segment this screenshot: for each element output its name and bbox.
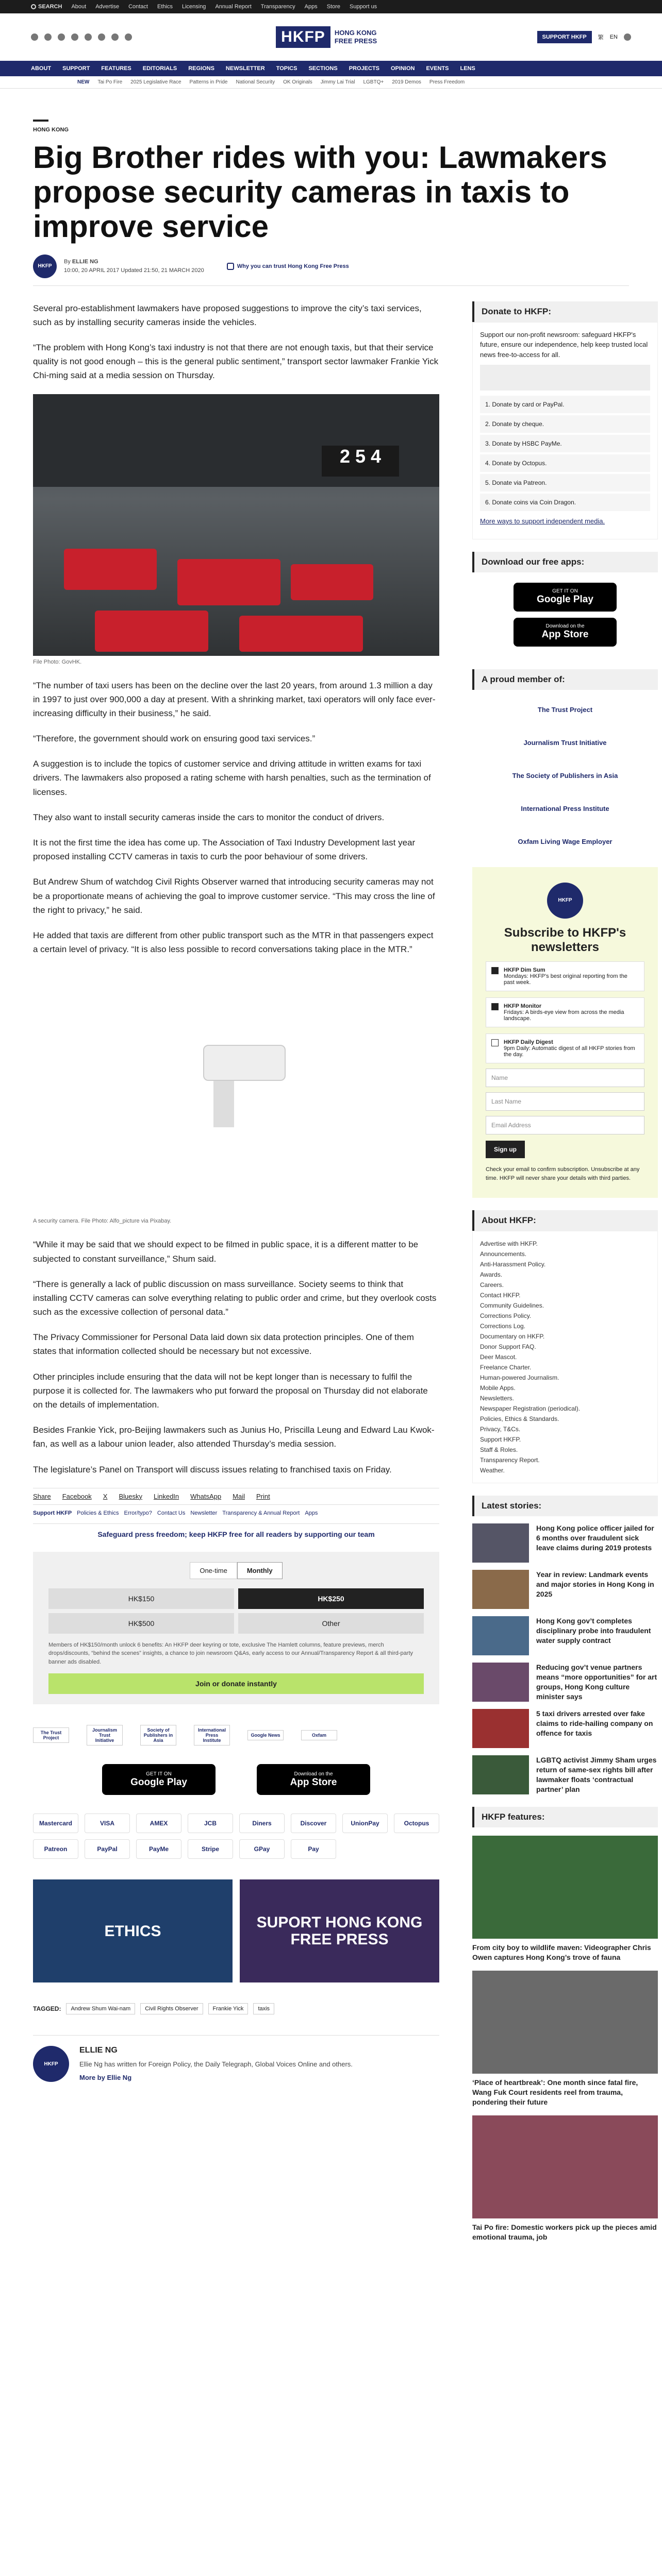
about-links — [472, 1231, 658, 1483]
about-link[interactable]: Privacy, T&Cs. — [480, 1426, 521, 1433]
author-bio: Ellie Ng has written for Foreign Policy, the Daily Telegraph, Global Voices Online and others. — [79, 2060, 353, 2069]
monthly-tab[interactable]: Monthly — [237, 1562, 283, 1579]
story-item[interactable]: Hong Kong police officer jailed for 6 months over fraudulent sick leave claims during 2019 protests — [472, 1523, 658, 1563]
article-title: Big Brother rides with you: Lawmakers propose security cameras in taxis to improve service — [33, 140, 607, 244]
paragraph: “Therefore, the government should work on ensuring good taxi services.” — [33, 734, 316, 744]
about-link[interactable]: Contact HKFP. — [480, 1292, 521, 1299]
article-footer-links — [33, 1510, 439, 1516]
story-item[interactable]: Reducing gov’t venue partners means “more opportunities” for art groups, Hong Kong culture minister says — [472, 1663, 658, 1702]
topbar-contact[interactable]: Contact — [128, 4, 148, 10]
support-link[interactable]: Support HKFP — [33, 1510, 72, 1516]
newsletter-option[interactable]: HKFP Daily Digest 9pm Daily: Automatic digest of all HKFP stories from the day. — [486, 1033, 644, 1063]
about-link[interactable]: Deer Mascot. — [480, 1353, 517, 1361]
story-thumbnail[interactable] — [472, 1570, 529, 1609]
linkedin-icon[interactable] — [125, 33, 132, 41]
transparency-link[interactable]: Transparency & Annual Report — [222, 1510, 300, 1516]
checkbox-checked[interactable] — [491, 1003, 499, 1010]
topbar-about[interactable]: About — [71, 4, 87, 10]
partner-logo[interactable]: Oxfam — [301, 1730, 337, 1740]
about-link[interactable]: Staff & Roles. — [480, 1446, 518, 1454]
newsletter-option[interactable]: HKFP Dim Sum Mondays: HKFP's best original reporting from the past week. — [486, 961, 644, 991]
feature-image[interactable] — [472, 1971, 658, 2074]
feature-item[interactable]: ‘Place of heartbreak’: One month since fatal fire, Wang Fuk Court residents reel from trauma, pondering their future — [472, 1971, 658, 2107]
diners-icon: Diners — [239, 1814, 285, 1833]
topbar-apps[interactable]: Apps — [304, 4, 318, 10]
donate-text[interactable]: Support our non-profit newsroom: safeguard HKFP's future, ensure our independence, help keep trusted local news free-to-access for all. — [480, 330, 648, 359]
bluesky-icon[interactable] — [111, 33, 119, 41]
google-play-button[interactable]: GET IT ON Google Play — [102, 1764, 216, 1795]
trending-link[interactable]: Patterns in Pride — [189, 79, 228, 85]
paragraph: The Privacy Commissioner for Personal Data laid down six data protection principles. One of them states that information collected should be necessary but not excessive. — [33, 1332, 414, 1357]
trending-link[interactable]: National Security — [236, 79, 275, 85]
feature-image[interactable] — [472, 1836, 658, 1939]
member-logo[interactable]: Oxfam Living Wage Employer — [518, 838, 613, 846]
site-logo[interactable] — [276, 26, 386, 48]
about-link[interactable]: Support HKFP. — [480, 1436, 521, 1444]
google-play-button[interactable]: GET IT ON Google Play — [514, 583, 617, 612]
about-heading: About HKFP: — [472, 1210, 658, 1231]
signup-button[interactable]: Sign up — [486, 1141, 525, 1158]
story-item[interactable]: LGBTQ activist Jimmy Sham urges return of same-sex rights bill after lawmaker floats ‘contractual partner’ plan — [472, 1755, 658, 1794]
story-item[interactable]: Year in review: Landmark events and major stories in Hong Kong in 2025 — [472, 1570, 658, 1609]
donate-options — [480, 396, 650, 511]
nav-about[interactable]: ABOUT — [31, 65, 52, 72]
contact-link[interactable]: Contact Us — [157, 1510, 186, 1516]
paragraph: “While it may be said that we should expect to be filmed in public space, it is a different matter to be subjected to constant surveillance,” Shum said. — [33, 1240, 419, 1264]
feature-item[interactable]: Tai Po fire: Domestic workers pick up the pieces amid emotional trauma, job — [472, 2115, 658, 2242]
member-logo[interactable]: Journalism Trust Initiative — [523, 739, 607, 747]
safeguard-text: Safeguard press freedom; keep HKFP free for all readers by supporting our team — [33, 1523, 439, 1545]
author-name[interactable]: ELLIE NG — [79, 2046, 118, 2055]
sidebar-apps — [472, 572, 658, 657]
unionpay-icon: UnionPay — [342, 1814, 388, 1833]
partner-logo[interactable]: The Trust Project — [33, 1727, 69, 1743]
nav-support[interactable]: SUPPORT — [62, 65, 90, 72]
social-links — [31, 33, 186, 41]
nav-features[interactable]: FEATURES — [101, 65, 131, 72]
apps-heading: Download our free apps: — [472, 552, 658, 572]
app-store-button[interactable]: Download on the App Store — [257, 1764, 370, 1795]
paragraph: Other principles include ensuring that the data will not be kept longer than is necessary to fulfil the purpose it is collected for. The lawmakers who put forward the proposal on Thursday did not elaborate on the details of implementation. — [33, 1371, 428, 1410]
topbar-advertise[interactable]: Advertise — [95, 4, 120, 10]
trending-link[interactable]: 2025 Legislative Race — [130, 79, 181, 85]
paragraph: Several pro-establishment lawmakers have proposed suggestions to improve the city’s taxi services, such as by installing security cameras inside the vehicles. — [33, 303, 422, 327]
tag[interactable]: taxis — [253, 2003, 274, 2014]
about-link[interactable]: Human-powered Journalism. — [480, 1374, 559, 1382]
about-link[interactable]: Transparency Report. — [480, 1456, 540, 1464]
ethics-banner[interactable]: ETHICS — [33, 1879, 233, 1982]
about-link[interactable]: Newspaper Registration (periodical). — [480, 1405, 581, 1413]
nav-regions[interactable]: REGIONS — [188, 65, 214, 72]
photo-caption: File Photo: GovHK. — [33, 658, 82, 665]
paragraph: A suggestion is to include the topics of customer service and driving attitude in written exams for taxi drivers. The lawmakers also proposed a rating scheme with harsh penalties, such as the termination of licenses. — [33, 759, 431, 797]
story-thumbnail[interactable] — [472, 1663, 529, 1702]
share-linkedin[interactable]: LinkedIn — [154, 1492, 179, 1500]
partner-logo[interactable]: Google News — [247, 1730, 284, 1740]
feature-image[interactable] — [472, 2115, 658, 2218]
frequency-toggle — [48, 1562, 424, 1579]
membership-note: Members of HK$150/month unlock 6 benefits: An HKFP deer keyring or tote, exclusive The Hamlett columns, feature previews, merch drops/discounts, “behind the scenes” insights, a chance to join newsroom Q&As, early access to our Annual/Transparency Report & all third-party banner ads disabled. — [48, 1641, 413, 1665]
amount-500[interactable]: HK$500 — [48, 1613, 234, 1634]
newsletter-title: Subscribe to HKFP's newsletters — [504, 925, 626, 955]
byline — [33, 255, 629, 286]
nav-newsletter[interactable]: NEWSLETTER — [225, 65, 265, 72]
donate-option[interactable]: 3. Donate by HSBC PayMe. — [480, 435, 650, 452]
paypal-icon: PayPal — [85, 1839, 130, 1859]
about-link[interactable]: Weather. — [480, 1467, 505, 1475]
name-input[interactable]: Name — [486, 1069, 644, 1087]
newsletter-logo: HKFP — [547, 883, 583, 919]
gpay-icon: GPay — [239, 1839, 285, 1859]
checkbox-checked[interactable] — [491, 967, 499, 974]
tag[interactable]: Andrew Shum Wai-nam — [66, 2003, 135, 2014]
share-x[interactable]: X — [103, 1492, 108, 1500]
tag[interactable]: Frankie Yick — [208, 2003, 249, 2014]
topbar-ethics[interactable]: Ethics — [157, 4, 173, 10]
logo-mark: HKFP — [276, 26, 330, 48]
donate-option[interactable]: 4. Donate by Octopus. — [480, 454, 650, 472]
nav-events[interactable]: EVENTS — [426, 65, 449, 72]
newsletter-signup — [472, 867, 658, 1198]
partner-logos — [33, 1725, 439, 1745]
topbar-store[interactable]: Store — [326, 4, 340, 10]
main-nav — [0, 61, 662, 76]
author-box — [33, 2035, 439, 2082]
applepay-icon: Pay — [291, 1839, 336, 1859]
share-facebook[interactable]: Facebook — [62, 1492, 92, 1500]
about-link[interactable]: Announcements. — [480, 1250, 527, 1258]
member-heading: A proud member of: — [472, 669, 658, 690]
nav-lens[interactable]: LENS — [460, 65, 475, 72]
partner-logo[interactable]: International Press Institute — [194, 1725, 230, 1745]
article-category[interactable]: HONG KONG — [33, 127, 69, 133]
trust-icon — [227, 263, 234, 270]
paragraph: Besides Frankie Yick, pro-Beijing lawmakers such as Junius Ho, Priscilla Leung and Edward Lau Kwok-fan, as well as a labour union leader, also attended Thursday’s media session. — [33, 1425, 435, 1449]
new-label: NEW — [77, 79, 90, 85]
topbar-annual-report[interactable]: Annual Report — [215, 4, 252, 10]
amex-icon: AMEX — [136, 1814, 181, 1833]
share-label: Share — [33, 1492, 51, 1500]
stripe-icon: Stripe — [188, 1839, 233, 1859]
about-link[interactable]: Community Guidelines. — [480, 1302, 544, 1310]
paragraph: They also want to install security cameras inside the cars to monitor the conduct of drivers. — [33, 812, 385, 822]
topbar-support[interactable]: Support us — [349, 4, 377, 10]
app-store-button[interactable]: Download on the App Store — [514, 618, 617, 647]
author-link[interactable]: ELLIE NG — [72, 259, 98, 265]
top-utility-bar — [0, 0, 662, 13]
support-button[interactable]: SUPPORT HKFP — [537, 31, 592, 43]
donate-panel — [472, 322, 658, 539]
promo-banners — [33, 1879, 439, 1982]
paragraph: The legislature’s Panel on Transport will discuss issues relating to franchised taxis on Friday. — [33, 1464, 392, 1475]
lang-en[interactable]: EN — [609, 34, 618, 40]
kicker-rule — [33, 120, 48, 122]
about-link[interactable]: Corrections Log. — [480, 1323, 526, 1330]
donate-option[interactable]: 5. Donate via Patreon. — [480, 474, 650, 492]
jcb-icon: JCB — [188, 1814, 233, 1833]
trust-link[interactable]: Why you can trust Hong Kong Free Press — [227, 263, 349, 270]
donation-widget — [33, 1552, 439, 1705]
onetime-tab[interactable]: One-time — [190, 1562, 237, 1579]
author-box-avatar[interactable]: HKFP — [33, 2046, 69, 2082]
sidebar — [472, 301, 658, 2242]
partner-logo[interactable]: Journalism Trust Initiative — [87, 1725, 123, 1745]
email-input[interactable]: Email Address — [486, 1116, 644, 1134]
search-link[interactable]: SEARCH — [31, 4, 62, 10]
member-logo[interactable]: The Society of Publishers in Asia — [512, 772, 618, 780]
security-camera-photo — [33, 968, 439, 1215]
topbar-transparency[interactable]: Transparency — [260, 4, 295, 10]
amount-options — [48, 1588, 424, 1634]
about-link[interactable]: Awards. — [480, 1271, 503, 1279]
trending-nav — [0, 76, 662, 89]
topbar-licensing[interactable]: Licensing — [181, 4, 206, 10]
about-link[interactable]: Corrections Policy. — [480, 1312, 532, 1320]
story-item[interactable]: 5 taxi drivers arrested over fake claims to ride-hailing company on offence for taxis — [472, 1709, 658, 1748]
trending-link[interactable]: Press Freedom — [429, 79, 465, 85]
x-icon[interactable] — [44, 33, 52, 41]
paragraph: “The number of taxi users has been on the decline over the last 20 years, from around 1.3 million a day in 1997 to just over 900,000 a day at present. With a shrinking market, taxi operators will only face ever-increasing difficulty in their business,” he said. — [33, 680, 436, 718]
share-bar — [33, 1488, 439, 1505]
more-ways-link[interactable]: More ways to support independent media. — [480, 517, 605, 526]
share-print[interactable]: Print — [256, 1492, 270, 1500]
features-heading: HKFP features: — [472, 1807, 658, 1827]
share-bluesky[interactable]: Bluesky — [119, 1492, 142, 1500]
discover-icon: Discover — [291, 1814, 336, 1833]
amount-250[interactable]: HK$250 — [238, 1588, 424, 1609]
youtube-icon[interactable] — [71, 33, 78, 41]
partner-logo[interactable]: Society of Publishers in Asia — [140, 1725, 176, 1745]
author-avatar[interactable]: HKFP — [33, 255, 57, 278]
story-thumbnail[interactable] — [472, 1523, 529, 1563]
about-link[interactable]: Donor Support FAQ. — [480, 1343, 536, 1351]
trending-link[interactable]: Tai Po Fire — [97, 79, 123, 85]
join-button[interactable]: Join or donate instantly — [48, 1673, 424, 1694]
paragraph: But Andrew Shum of watchdog Civil Rights Observer warned that introducing security cameras may not be a proportionate means of achieving the goal to improve customer service. “This may cross the line of the right to privacy,” he said. — [33, 877, 435, 915]
nav-editorials[interactable]: EDITORIALS — [142, 65, 177, 72]
account-icon[interactable] — [624, 33, 631, 41]
last-name-input[interactable]: Last Name — [486, 1092, 644, 1111]
paragraph: “The problem with Hong Kong’s taxi industry is not that there are not enough taxis, but that their service quality is not good enough – this is the general public sentiment,” transport sector lawmaker Frankie Yick Chi-ming said at a media session on Thursday. — [33, 342, 439, 381]
paragraph: He added that taxis are different from other public transport such as the MTR in that passengers expect a certain level of privacy. “It is also less possible to record conversations taking place in the MTR.” — [33, 930, 434, 955]
donate-option[interactable]: 6. Donate coins via Coin Dragon. — [480, 494, 650, 511]
trending-link[interactable]: OK Originals — [283, 79, 312, 85]
story-thumbnail[interactable] — [472, 1616, 529, 1655]
telegram-icon[interactable] — [85, 33, 92, 41]
support-banner[interactable]: SUPORT HONG KONG FREE PRESS — [240, 1879, 439, 1982]
article-tags: TAGGED: Andrew Shum Wai-nam Civil Rights Observer Frankie Yick taxis — [33, 2003, 439, 2014]
apps-link[interactable]: Apps — [305, 1510, 318, 1516]
logo-text: HONG KONG FREE PRESS — [334, 29, 377, 45]
newsletter-note: Check your email to confirm subscription. Unsubscribe at any time. HKFP will never share your details with third parties. — [486, 1166, 640, 1181]
about-link[interactable]: Policies, Ethics & Standards. — [480, 1415, 559, 1423]
checkbox-unchecked[interactable] — [491, 1039, 499, 1046]
about-link[interactable]: Careers. — [480, 1281, 504, 1289]
paragraph: It is not the first time the idea has come up. The Association of Taxi Industry Development last year proposed installing CCTV cameras in taxis to curb the poor behaviour of some drivers. — [33, 838, 416, 862]
nav-sections[interactable]: SECTIONS — [308, 65, 338, 72]
payment-logos-image — [480, 365, 650, 391]
amount-other[interactable]: Other — [238, 1613, 424, 1634]
byline-meta: By ELLIE NG 10:00, 20 APRIL 2017 Updated 21:50, 21 MARCH 2020 — [64, 258, 204, 275]
payment-methods — [33, 1814, 439, 1859]
trending-link[interactable]: 2019 Demos — [392, 79, 421, 85]
donate-option[interactable]: 2. Donate by cheque. — [480, 415, 650, 433]
about-link[interactable]: Anti-Harassment Policy. — [480, 1261, 546, 1268]
newsletter-option[interactable]: HKFP Monitor Fridays: A birds-eye view from across the media landscape. — [486, 997, 644, 1027]
instagram-icon[interactable] — [58, 33, 65, 41]
lang-zh[interactable]: 繁 — [598, 35, 604, 41]
article-dates: 10:00, 20 APRIL 2017 Updated 21:50, 21 MARCH 2020 — [64, 267, 204, 274]
nav-projects[interactable]: PROJECTS — [349, 65, 379, 72]
feature-stories — [472, 1836, 658, 2242]
trending-link[interactable]: LGBTQ+ — [363, 79, 384, 85]
nav-opinion[interactable]: OPINION — [391, 65, 415, 72]
threads-icon[interactable] — [98, 33, 105, 41]
story-thumbnail[interactable] — [472, 1755, 529, 1794]
octopus-icon: Octopus — [394, 1814, 439, 1833]
share-whatsapp[interactable]: WhatsApp — [190, 1492, 222, 1500]
amount-150[interactable]: HK$150 — [48, 1588, 234, 1609]
trending-link[interactable]: Jimmy Lai Trial — [320, 79, 355, 85]
app-buttons — [33, 1764, 439, 1795]
member-logo[interactable]: International Press Institute — [521, 805, 609, 813]
about-link[interactable]: Advertise with HKFP. — [480, 1240, 538, 1248]
about-link[interactable]: Newsletters. — [480, 1395, 515, 1402]
newsletter-link[interactable]: Newsletter — [190, 1510, 218, 1516]
story-thumbnail[interactable] — [472, 1709, 529, 1748]
header-actions — [476, 31, 631, 43]
paragraph: “There is generally a lack of public discussion on mass surveillance. Society seems to think that installing CCTV cameras can solve everything relating to public order and crime, but they overlook costs such as the excessive collection of personal data.” — [33, 1279, 437, 1317]
member-logo[interactable]: The Trust Project — [537, 706, 593, 714]
policies-link[interactable]: Policies & Ethics — [77, 1510, 119, 1516]
site-header — [0, 13, 662, 61]
share-mail[interactable]: Mail — [233, 1492, 245, 1500]
tag[interactable]: Civil Rights Observer — [140, 2003, 203, 2014]
story-item[interactable]: Hong Kong gov’t completes disciplinary probe into fraudulent water supply contract — [472, 1616, 658, 1655]
error-link[interactable]: Error/typo? — [124, 1510, 152, 1516]
about-link[interactable]: Documentary on HKFP. — [480, 1333, 545, 1341]
donate-heading: Donate to HKFP: — [472, 301, 658, 322]
feature-item[interactable]: From city boy to wildlife maven: Videographer Chris Owen captures Hong Kong’s trove of fauna — [472, 1836, 658, 1962]
photo-caption: A security camera. File Photo: Alfo_picture via Pixabay. — [33, 1218, 172, 1225]
payme-icon: PayMe — [136, 1839, 181, 1859]
latest-stories — [472, 1523, 658, 1794]
latest-heading: Latest stories: — [472, 1496, 658, 1516]
member-logos — [472, 697, 658, 855]
mastercard-icon: Mastercard — [33, 1814, 78, 1833]
visa-icon: VISA — [85, 1814, 130, 1833]
about-link[interactable]: Freelance Charter. — [480, 1364, 532, 1371]
facebook-icon[interactable] — [31, 33, 38, 41]
about-link[interactable]: Mobile Apps. — [480, 1384, 516, 1392]
donate-option[interactable]: 1. Donate by card or PayPal. — [480, 396, 650, 413]
nav-topics[interactable]: TOPICS — [276, 65, 297, 72]
patreon-icon: Patreon — [33, 1839, 78, 1859]
article-body — [33, 301, 439, 2242]
search-icon — [31, 4, 36, 9]
more-by-author-link[interactable]: More by Ellie Ng — [79, 2073, 132, 2081]
taxi-rank-photo: 2 5 4 — [33, 394, 439, 656]
